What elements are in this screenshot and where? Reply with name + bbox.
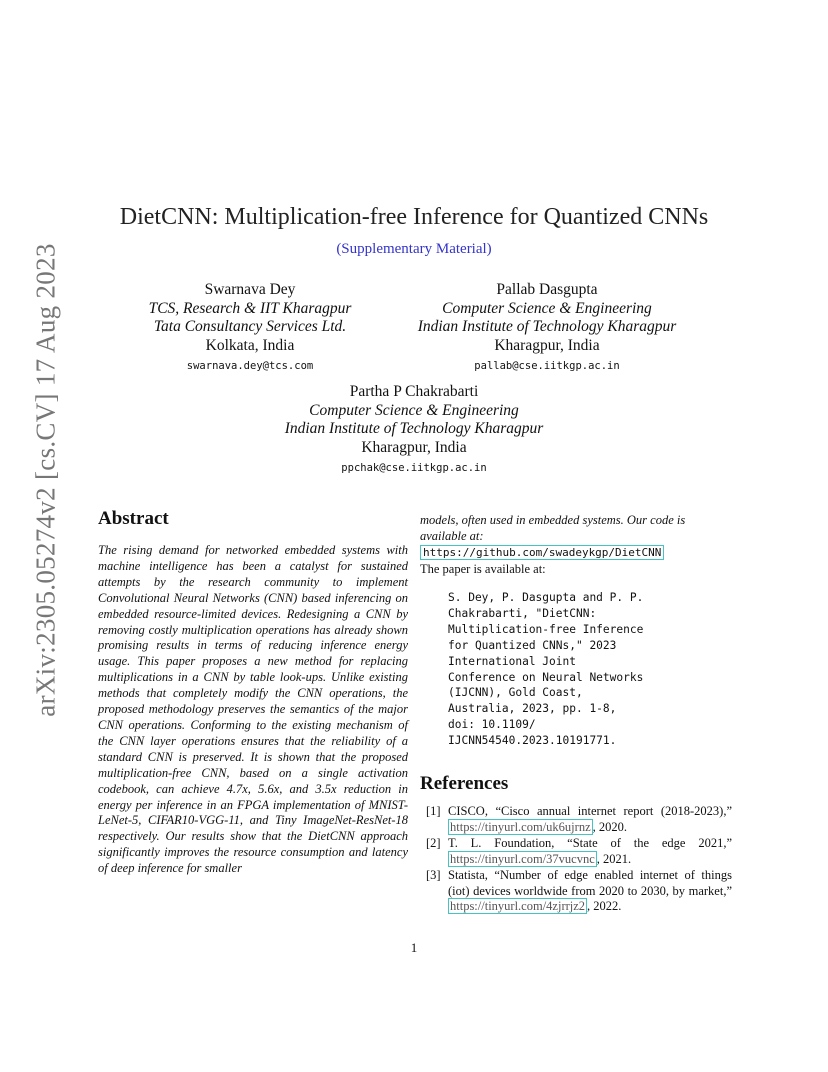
author-name: Partha P Chakrabarti — [349, 383, 479, 400]
reference-item — [426, 804, 732, 835]
author-location: Kharagpur, India — [494, 336, 600, 354]
reference-number: [2] — [426, 836, 441, 850]
supplementary-material-link[interactable]: (Supplementary Material) — [336, 241, 492, 257]
author-name: Pallab Dasgupta — [496, 281, 598, 298]
page-number: 1 — [410, 940, 418, 955]
author-location: Kharagpur, India — [361, 438, 467, 456]
citation-block: S. Dey, P. Dasgupta and P. P. Chakrabarti, "DietCNN: Multiplication-free Inference for Quantized CNNs," 2023 International Joint Conference on Neural Networks (IJCNN), Gold Coast, Australia, 2023, pp. 1-8, doi: 10.1109/ IJCNN54540.2023.10191771. — [448, 591, 644, 748]
author-affiliation: Computer Science & Engineering — [442, 299, 652, 317]
author-block-2 — [392, 281, 702, 376]
author-affiliation: Indian Institute of Technology Kharagpur — [417, 318, 677, 335]
author-block-3 — [254, 383, 574, 478]
arxiv-identifier-stamp: arXiv:2305.05274v2 [cs.CV] 17 Aug 2023 — [30, 243, 61, 717]
reference-text: CISCO, “Cisco annual internet report (2018-2023),” — [448, 804, 732, 818]
author-email[interactable]: pallab@cse.iitkgp.ac.in — [474, 360, 620, 372]
reference-tail: , 2020. — [592, 819, 627, 834]
author-email[interactable]: swarnava.dey@tcs.com — [186, 360, 314, 372]
reference-url[interactable]: https://tinyurl.com/37vucvnc — [450, 851, 595, 866]
author-email[interactable]: ppchak@cse.iitkgp.ac.in — [341, 462, 487, 474]
reference-item — [426, 868, 732, 915]
reference-number: [1] — [426, 804, 441, 818]
abstract-continuation-text: models, often used in embedded systems. Our code is available at: — [420, 513, 686, 543]
abstract-continuation — [420, 512, 731, 577]
author-affiliation: TCS, Research & IIT Kharagpur — [148, 299, 352, 317]
reference-item — [426, 836, 732, 867]
references-heading: References — [420, 773, 509, 794]
author-location: Kolkata, India — [205, 336, 295, 354]
reference-text: T. L. Foundation, “State of the edge 2021,” — [448, 836, 732, 850]
author-block-1 — [115, 281, 385, 376]
reference-tail: , 2021. — [596, 851, 632, 866]
reference-tail: , 2022. — [587, 899, 622, 913]
abstract-heading: Abstract — [98, 508, 169, 529]
reference-text: Statista, “Number of edge enabled internet of things (iot) devices worldwide from 2020 to 2030, by market,” — [448, 868, 732, 898]
abstract-body: The rising demand for networked embedded systems with machine intelligence has been a catalyst for sustained attempts by the research community to implement Convolutional Neural Networks (CNN) based inferencing on embedded resource-limited devices. Redesigning a CNN by removing costly multiplication operations has already shown promising results in terms of reducing inference energy usage. This paper proposes a new method for replacing multiplications in a CNN by table look-ups. Unlike existing methods that completely modify the CNN operations, the proposed methodology preserves the semantics of the major CNN operations. Conforming to the existing mechanism of the CNN layer operations ensures that the reliability of a standard CNN is preserved. It is shown that the proposed multiplication-free CNN, based on a single activation codebook, can achieve 4.7x, 5.6x, and 3.5x reduction in energy per inference in an FPGA implementation of MNIST-LeNet-5, CIFAR10-VGG-11, and Tiny ImageNet-ResNet-18 respectively. Our results show that the DietCNN approach significantly improves the resource consumption and latency of deep inference for smaller — [98, 543, 408, 876]
reference-url[interactable]: https://tinyurl.com/uk6ujrnz — [450, 819, 591, 834]
paper-availability-note: The paper is available at: — [420, 562, 546, 576]
author-affiliation: Computer Science & Engineering — [309, 401, 519, 419]
reference-number: [3] — [426, 868, 441, 882]
paper-title: DietCNN: Multiplication-free Inference for Quantized CNNs — [119, 204, 709, 230]
reference-url[interactable]: https://tinyurl.com/4zjrrjz2 — [450, 899, 586, 913]
author-affiliation: Tata Consultancy Services Ltd. — [153, 318, 347, 335]
code-repository-link[interactable]: https://github.com/swadeykgp/DietCNN — [420, 545, 664, 560]
author-name: Swarnava Dey — [204, 281, 296, 298]
author-affiliation: Indian Institute of Technology Kharagpur — [284, 420, 544, 437]
references-list — [426, 804, 732, 916]
